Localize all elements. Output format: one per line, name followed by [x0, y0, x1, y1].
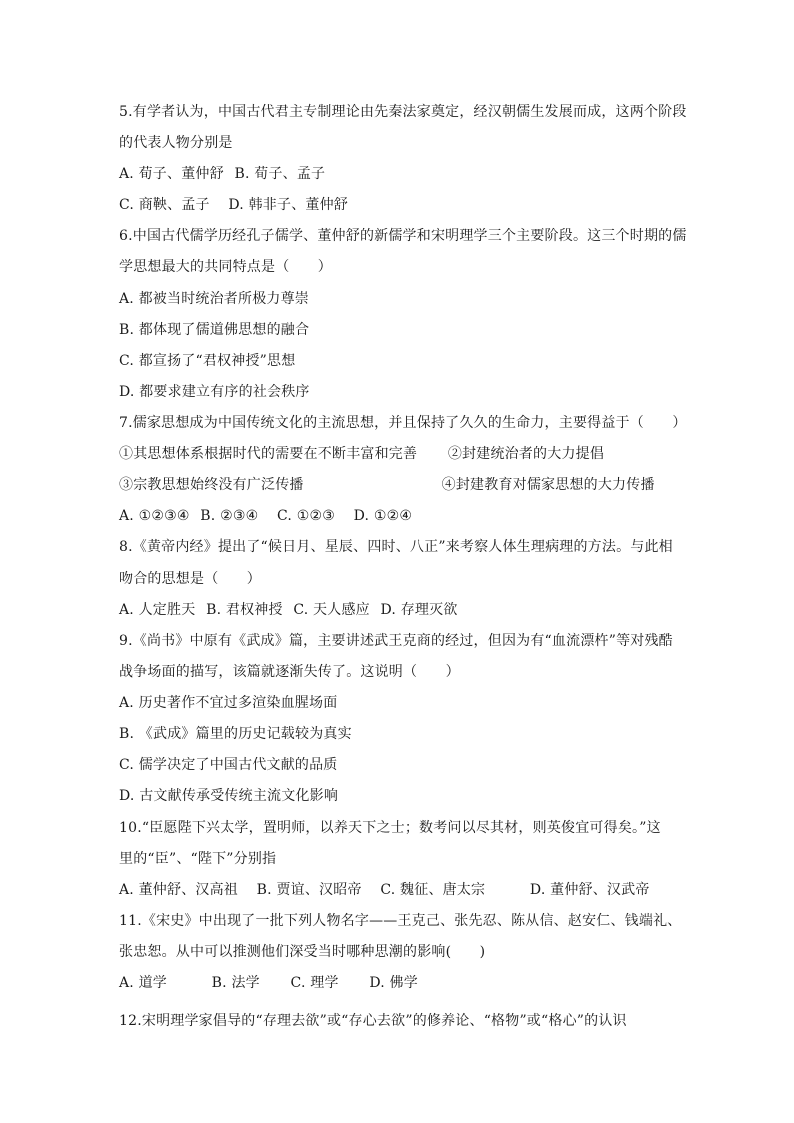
q8-option-c: C. 天人感应 [293, 602, 370, 618]
q10-stem-line-1: 10.“臣愿陛下兴太学，置明师，以养天下之士；数考问以尽其材，则英俊宜可得矣。”这 [119, 820, 661, 836]
q11-stem-line-2: 张忠恕。从中可以推测他们深受当时哪种思潮的影响( ) [119, 944, 486, 960]
q7-option-a: A. ①②③④ [119, 508, 190, 524]
q7-statement-4: ④封建教育对儒家思想的大力传播 [441, 477, 655, 493]
q6-option-a: A. 都被当时统治者所极力尊崇 [119, 291, 310, 307]
q7-option-d: D. ①②④ [353, 508, 413, 524]
q8-option-a: A. 人定胜天 [119, 602, 196, 618]
q5-option-b: B. 荀子、孟子 [234, 166, 326, 182]
q5-stem-line-2: 的代表人物分别是 [119, 135, 233, 151]
q9-option-a: A. 历史著作不宜过多渲染血腥场面 [119, 695, 338, 711]
q10-option-a: A. 董仲舒、汉高祖 [119, 882, 239, 898]
q7-stem-line-1: 7.儒家思想成为中国传统文化的主流思想，并且保持了久久的生命力，主要得益于（ ） [119, 415, 687, 431]
q9-stem-line-2: 战争场面的描写，该篇就逐渐失传了。这说明（ ） [119, 664, 460, 680]
q6-option-b: B. 都体现了儒道佛思想的融合 [119, 322, 310, 338]
q7-options-line [119, 507, 412, 525]
q7-statements-line-1 [119, 445, 604, 463]
q11-option-d: D. 佛学 [369, 975, 418, 991]
q5-stem-line-1: 5.有学者认为，中国古代君主专制理论由先秦法家奠定，经汉朝儒生发展而成，这两个阶段 [119, 104, 687, 120]
q11-option-a: A. 道学 [119, 975, 168, 991]
q5-option-c: C. 商鞅、孟子 [119, 197, 210, 213]
q11-option-b: B. 法学 [211, 975, 260, 991]
q8-stem-line-2: 吻合的思想是（ ） [119, 571, 261, 587]
q10-stem-line-2: 里的“臣”、“陛下”分别指 [119, 851, 277, 867]
q7-statement-1: ①其思想体系根据时代的需要在不断丰富和完善 [119, 446, 418, 462]
q7-option-c: C. ①②③ [276, 508, 335, 524]
q11-options-line [119, 974, 418, 992]
q7-option-b: B. ②③④ [200, 508, 259, 524]
q7-statement-3: ③宗教思想始终没有广泛传播 [119, 477, 304, 493]
q6-stem-line-2: 学思想最大的共同特点是（ ） [119, 259, 332, 275]
q7-statements-line-2 [119, 476, 655, 494]
q9-stem-line-1: 9.《尚书》中原有《武成》篇，主要讲述武王克商的经过，但因为有“血流漂杵”等对残酷 [119, 633, 673, 649]
q9-option-b: B. 《武成》篇里的历史记载较为真实 [119, 726, 352, 742]
q6-stem-line-1: 6.中国古代儒学历经孔子儒学、董仲舒的新儒学和宋明理学三个主要阶段。这三个时期的儒 [119, 228, 687, 244]
q7-statement-2: ②封建统治者的大力提倡 [447, 446, 605, 462]
q5-options-line-2 [119, 196, 348, 214]
q9-option-c: C. 儒学决定了中国古代文献的品质 [119, 757, 338, 773]
q12-stem-line-1: 12.宋明理学家倡导的“存理去欲”或“存心去欲”的修养论、“格物”或“格心”的认识 [119, 1013, 627, 1029]
q8-stem-line-1: 8.《黄帝内经》提出了“候日月、星辰、四时、八正”来考察人体生理病理的方法。与此相 [119, 539, 673, 555]
q10-option-c: C. 魏征、唐太宗 [380, 882, 486, 898]
q8-option-d: D. 存理灭欲 [380, 602, 458, 618]
q8-options-line [119, 601, 458, 619]
q9-option-d: D. 古文献传承受传统主流文化影响 [119, 788, 339, 804]
q5-option-a: A. 荀子、董仲舒 [119, 166, 224, 182]
q10-option-d: D. 董仲舒、汉武帝 [529, 882, 650, 898]
q10-option-b: B. 贾谊、汉昭帝 [256, 882, 362, 898]
q6-option-d: D. 都要求建立有序的社会秩序 [119, 384, 310, 400]
q11-option-c: C. 理学 [290, 975, 339, 991]
q6-option-c: C. 都宣扬了“君权神授”思想 [119, 353, 296, 369]
q5-option-d: D. 韩非子、董仲舒 [228, 197, 349, 213]
q5-options-line-1 [119, 165, 325, 183]
q10-options-line [119, 881, 650, 899]
q8-option-b: B. 君权神授 [206, 602, 283, 618]
q11-stem-line-1: 11.《宋史》中出现了一批下列人物名字——王克己、张先忍、陈从信、赵安仁、钱端礼、 [119, 913, 682, 929]
